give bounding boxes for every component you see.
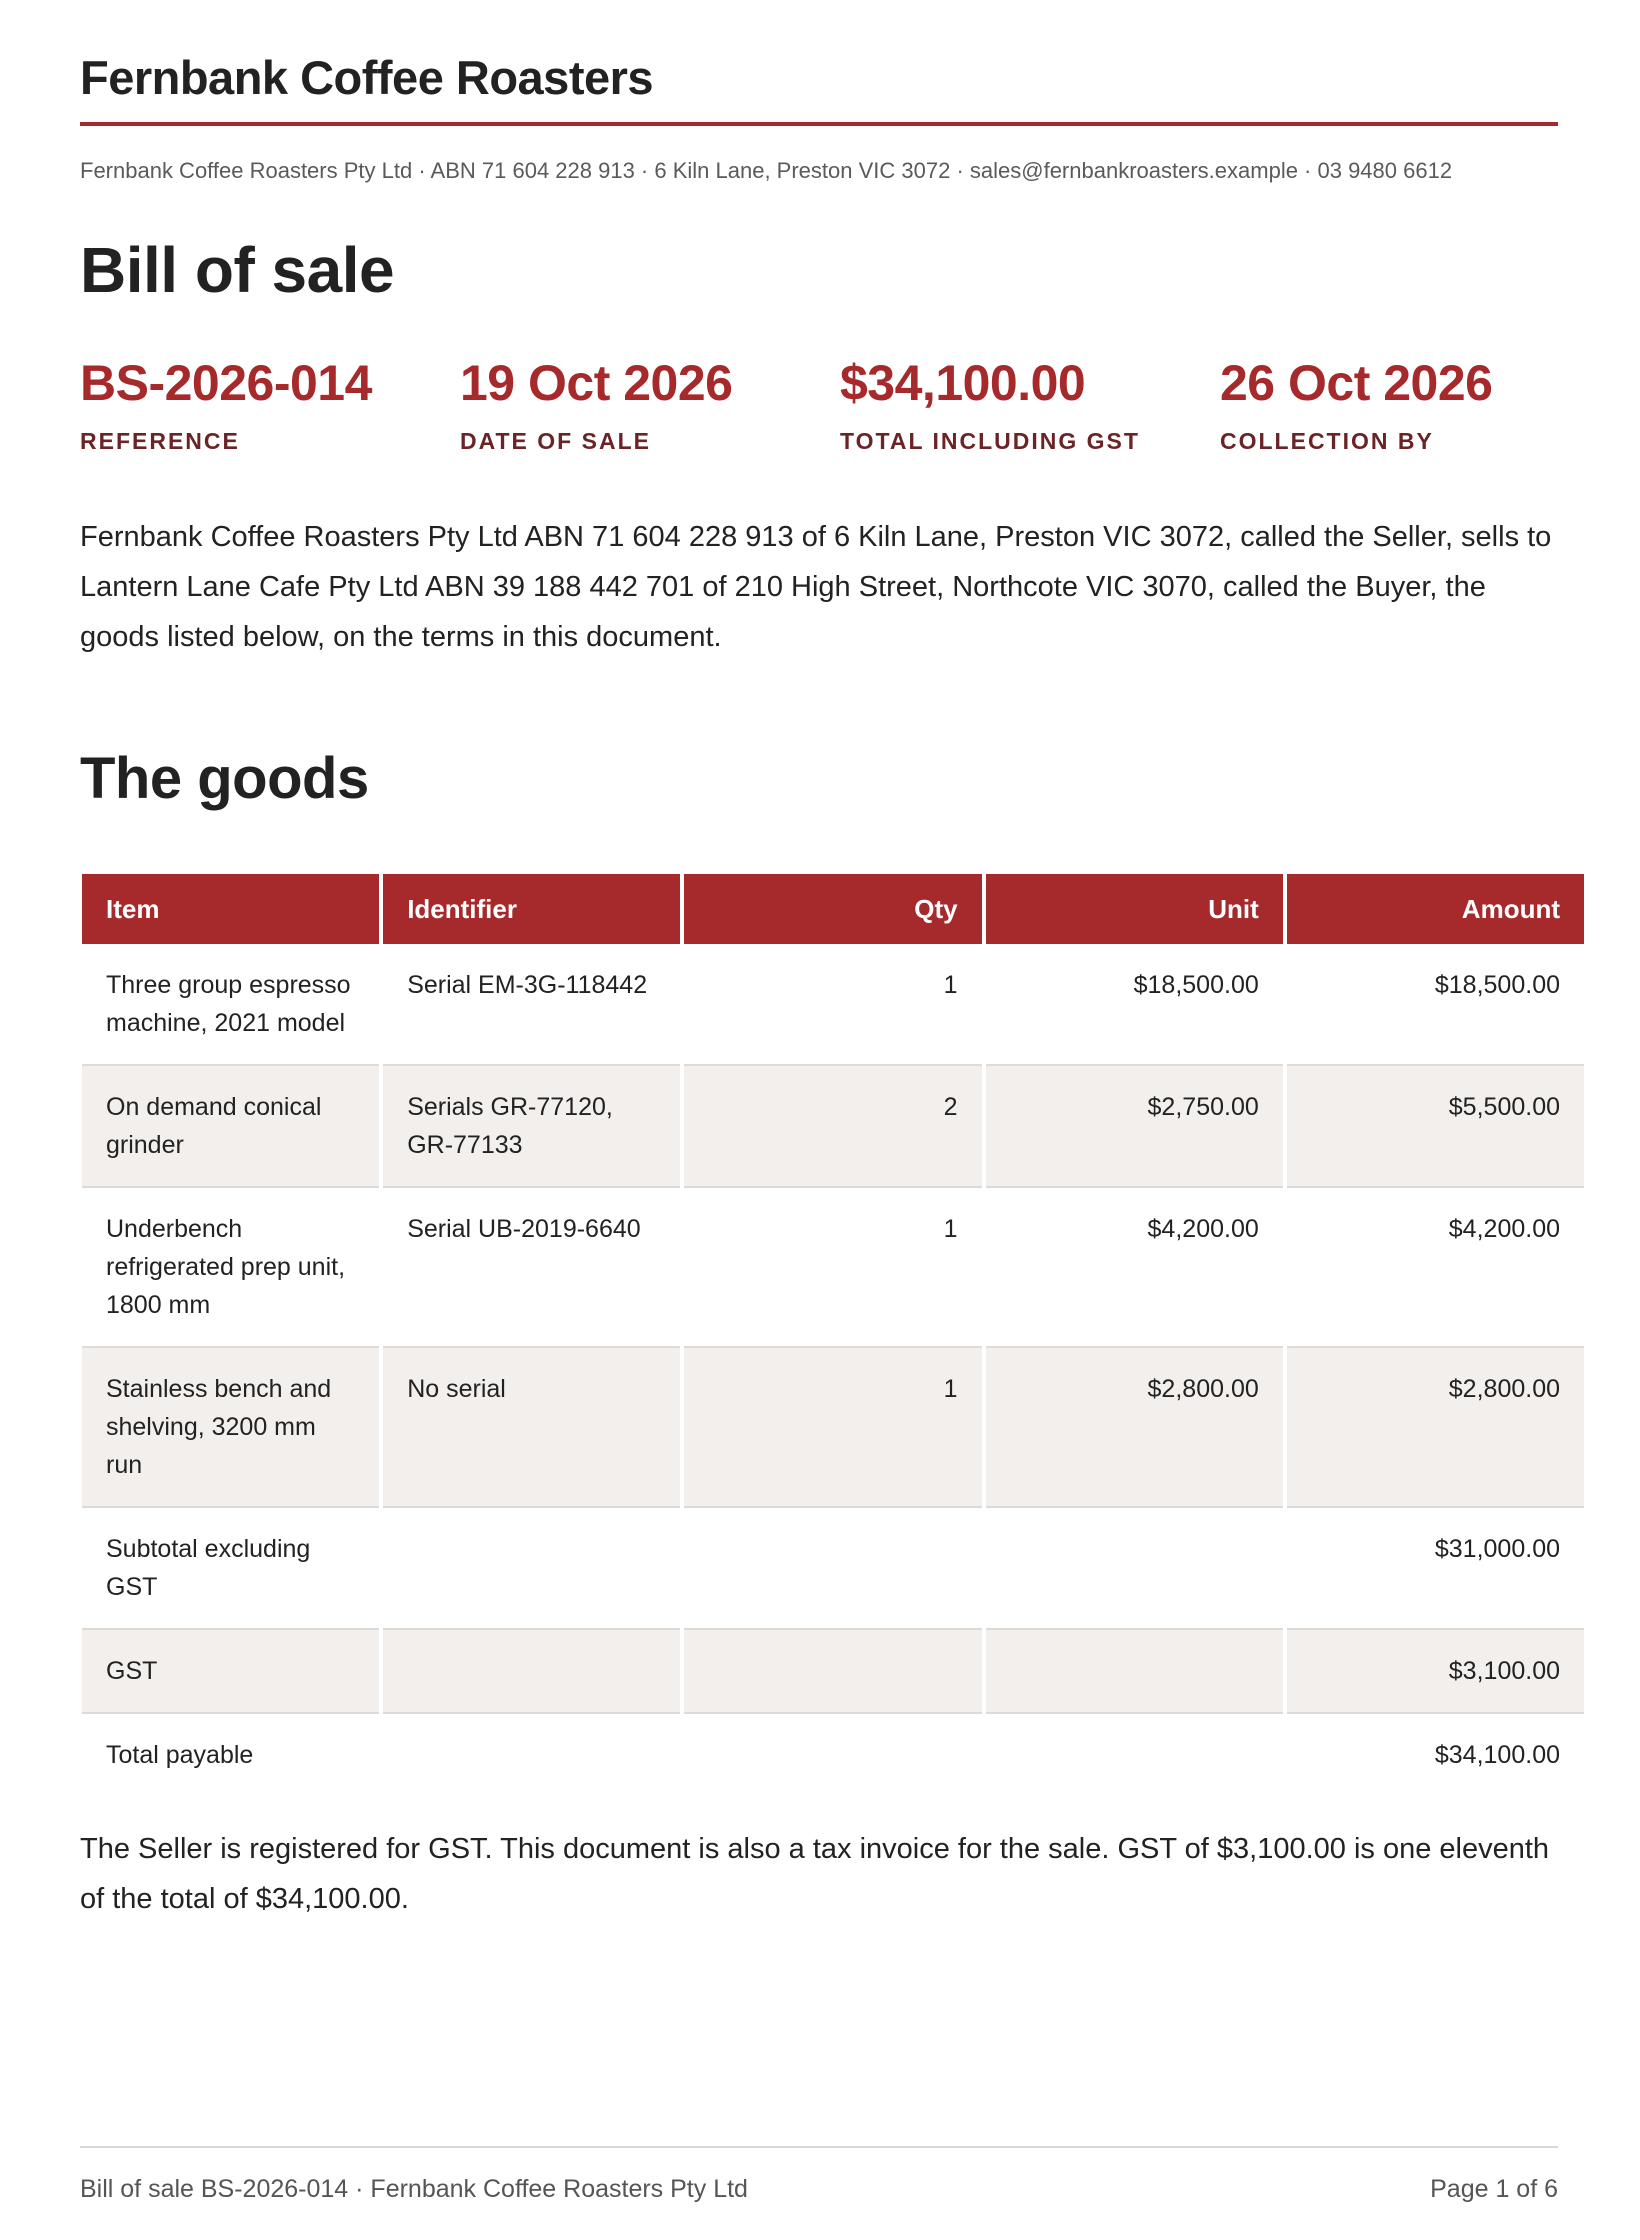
brand-name: Fernbank Coffee Roasters	[80, 51, 654, 104]
table-row	[82, 1348, 1584, 1508]
cell-qty: 1	[684, 944, 981, 1066]
document-title: Bill of sale	[80, 234, 395, 306]
empty-cell	[986, 1630, 1283, 1714]
gst-label: GST	[82, 1630, 379, 1714]
table-row	[82, 1188, 1584, 1348]
empty-cell	[684, 1508, 981, 1630]
intro-paragraph: Fernbank Coffee Roasters Pty Ltd ABN 71 604 228 913 of 6 Kiln Lane, Preston VIC 3072, called the Seller, sells to Lantern Lane Cafe Pty Ltd ABN 39 188 442 701 of 210 High Street, Northcote VIC 3070, called the Buyer, the goods listed below, on the terms in this document.	[80, 521, 1552, 653]
table-row	[82, 944, 1584, 1066]
column-header-qty: Qty	[684, 874, 981, 944]
column-header-item: Item	[82, 874, 379, 944]
subtotal-row	[82, 1508, 1584, 1630]
cell-qty: 2	[684, 1066, 981, 1188]
gst-note: The Seller is registered for GST. This document is also a tax invoice for the sale. GST of $3,100.00 is one eleventh of the total of $34,100.00.	[80, 1833, 1550, 1915]
empty-cell	[383, 1508, 680, 1630]
document-page	[80, 0, 1558, 2240]
fact-value: 19 Oct 2026	[460, 355, 733, 411]
column-header-amount: Amount	[1287, 874, 1584, 944]
empty-cell	[986, 1508, 1283, 1630]
empty-cell	[383, 1630, 680, 1714]
table-header-row	[82, 874, 1584, 944]
fact-label: COLLECTION BY	[1220, 428, 1434, 454]
cell-amount: $2,800.00	[1287, 1348, 1584, 1508]
fact-total-including-gst	[840, 354, 1220, 456]
cell-identifier: Serial EM-3G-118442	[383, 944, 680, 1066]
cell-qty: 1	[684, 1348, 981, 1508]
empty-cell	[684, 1714, 981, 1796]
cell-item: On demand conical grinder	[82, 1066, 379, 1188]
cell-qty: 1	[684, 1188, 981, 1348]
page-number: Page 1 of 6	[1430, 2175, 1558, 2203]
empty-cell	[684, 1630, 981, 1714]
goods-section-title: The goods	[80, 746, 369, 811]
column-header-unit: Unit	[986, 874, 1283, 944]
cell-item: Three group espresso machine, 2021 model	[82, 944, 379, 1066]
cell-amount: $18,500.00	[1287, 944, 1584, 1066]
cell-amount: $5,500.00	[1287, 1066, 1584, 1188]
fact-label: REFERENCE	[80, 428, 240, 454]
fact-label: DATE OF SALE	[460, 428, 651, 454]
fact-value: 26 Oct 2026	[1220, 355, 1493, 411]
empty-cell	[383, 1714, 680, 1796]
fact-collection-by	[1220, 354, 1600, 456]
total-row	[82, 1714, 1584, 1796]
header-divider	[80, 122, 1558, 126]
cell-unit: $18,500.00	[986, 944, 1283, 1066]
cell-identifier: No serial	[383, 1348, 680, 1508]
footer-document-reference: Bill of sale BS-2026-014 · Fernbank Coffee Roasters Pty Ltd	[80, 2175, 748, 2203]
fact-date-of-sale	[460, 354, 840, 456]
cell-unit: $2,800.00	[986, 1348, 1283, 1508]
fact-reference	[80, 354, 460, 456]
gst-row	[82, 1630, 1584, 1714]
total-label: Total payable	[106, 1741, 254, 1769]
cell-identifier: Serials GR-77120, GR-77133	[383, 1066, 680, 1188]
cell-identifier: Serial UB-2019-6640	[383, 1188, 680, 1348]
page-footer	[80, 2146, 1558, 2206]
total-amount: $34,100.00	[1434, 1741, 1560, 1769]
goods-table	[78, 874, 1588, 1796]
subtotal-label: Subtotal excluding GST	[82, 1508, 379, 1630]
empty-cell	[986, 1714, 1283, 1796]
seller-contact-line: Fernbank Coffee Roasters Pty Ltd · ABN 71 604 228 913 · 6 Kiln Lane, Preston VIC 3072 · sales@fernbankroasters.example · 03 9480 6612	[80, 158, 1453, 183]
fact-value: BS-2026-014	[80, 355, 372, 411]
cell-amount: $4,200.00	[1287, 1188, 1584, 1348]
subtotal-amount: $31,000.00	[1287, 1508, 1584, 1630]
cell-unit: $2,750.00	[986, 1066, 1283, 1188]
column-header-identifier: Identifier	[383, 874, 680, 944]
cell-unit: $4,200.00	[986, 1188, 1283, 1348]
cell-item: Stainless bench and shelving, 3200 mm run	[82, 1348, 379, 1508]
fact-value: $34,100.00	[840, 355, 1086, 411]
key-facts	[80, 354, 1600, 456]
fact-label: TOTAL INCLUDING GST	[840, 428, 1140, 454]
gst-amount: $3,100.00	[1287, 1630, 1584, 1714]
cell-item: Underbench refrigerated prep unit, 1800 mm	[82, 1188, 379, 1348]
table-row	[82, 1066, 1584, 1188]
